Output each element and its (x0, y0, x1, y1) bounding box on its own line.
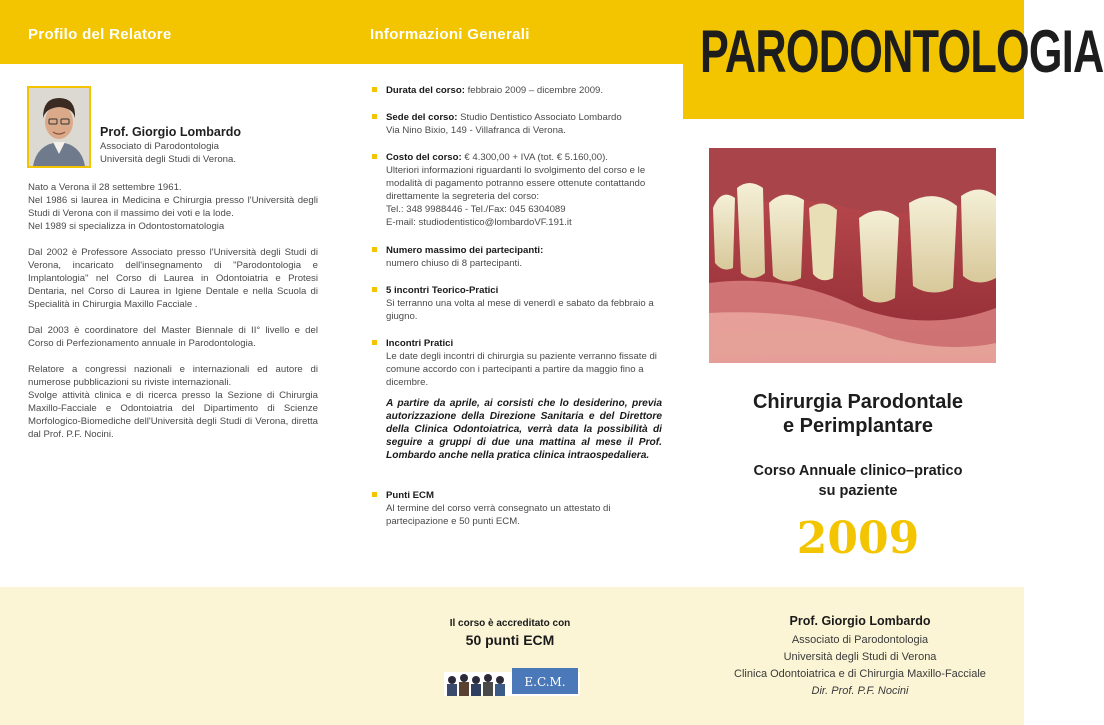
contact-email: E-mail: studiodentistico@lombardoVF.191.it (386, 217, 572, 228)
course-subtitle-line2: su paziente (818, 483, 898, 499)
bullet-icon (372, 287, 377, 292)
footer-line-2: Università degli Studi di Verona (783, 651, 937, 663)
bullet-icon (372, 154, 377, 159)
costo-value: € 4.300,00 + IVA (tot. € 5.160,00). (461, 152, 608, 163)
sede-label: Sede del corso: (386, 112, 458, 123)
course-year: 2009 (796, 513, 920, 564)
pratici-label: Incontri Pratici (386, 338, 454, 349)
durata-label: Durata del corso: (386, 85, 465, 96)
course-title-line2: e Perimplantare (782, 415, 934, 437)
footer-contact (700, 613, 1020, 700)
incontri-value: Si terranno una volta al mese di venerdì e sabato da febbraio a giugno. (386, 298, 654, 322)
section-header-info: Informazioni Generali (370, 26, 530, 43)
info-numero (372, 244, 662, 270)
numero-label: Numero massimo dei partecipanti: (386, 245, 544, 256)
bio-paragraph-1: Nato a Verona il 28 settembre 1961. Nel 1986 si laurea in Medicina e Chirurgia presso l'Università degli Studi di Verona con il massimo dei voti e la lode. Nel 1989 si specializza in Odontostomatologia (28, 182, 318, 232)
page-title: PARODONTOLOGIA (700, 18, 1104, 85)
ecm-label: Punti ECM (386, 490, 434, 501)
bullet-icon (372, 340, 377, 345)
speaker-affiliation (100, 140, 236, 166)
contact-phone: Tel.: 348 9988446 - Tel./Fax: 045 6304089 (386, 204, 566, 215)
footer-line-4: Dir. Prof. P.F. Nocini (811, 685, 909, 697)
speaker-role: Associato di Parodontologia (100, 141, 219, 152)
ecm-logo (444, 662, 580, 696)
accreditation-points: 50 punti ECM (465, 632, 555, 648)
bio-paragraph-2: Dal 2002 è Professore Associato presso l'Università degli Studi di Verona, incaricato dell'insegnamento di "Parodontologia e Implantologia" nel Corso di Laurea in Odontoiatria e Protesi Dentaria, nel Corso di Laurea in Igiene Dentale e nella Scuola di Specialità in Chirurgia Maxillo Facciale . (28, 247, 318, 310)
teeth-photo (709, 148, 996, 363)
incontri-label: 5 incontri Teorico-Pratici (386, 285, 499, 296)
footer-name: Prof. Giorgio Lombardo (789, 614, 931, 628)
info-incontri (372, 284, 662, 323)
bio-paragraph-3: Dal 2003 è coordinatore del Master Biennale di II° livello e del Corso di Perfezionamento annuale in Parodontologia. (28, 325, 318, 349)
bullet-icon (372, 492, 377, 497)
bullet-icon (372, 87, 377, 92)
speaker-university: Università degli Studi di Verona. (100, 154, 236, 165)
durata-value: febbraio 2009 – dicembre 2009. (464, 85, 604, 96)
highlight-note: A partire da aprile, ai corsisti che lo desiderino, previa autorizzazione della Direzione Sanitaria e del Direttore della Clinica Odontoiatrica, verrà data la possibilità di seguire a gruppi di due una mattina al mese il Prof. Lombardo anche nella pratica clinica intraospedaliera. (386, 398, 662, 461)
costo-label: Costo del corso: (386, 152, 462, 163)
info-sede (372, 111, 662, 137)
course-title-line1: Chirurgia Parodontale (752, 391, 964, 413)
footer-line-1: Associato di Parodontologia (791, 634, 929, 646)
numero-value: numero chiuso di 8 partecipanti. (386, 258, 522, 269)
info-durata (372, 84, 662, 97)
pratici-value: Le date degli incontri di chirurgia su paziente verranno fissate di comune accordo con i partecipanti a partire da maggio fino a dicembre. (386, 351, 657, 388)
info-ecm (372, 489, 662, 528)
info-costo (372, 151, 662, 229)
sede-value: Studio Dentistico Associato Lombardo (457, 112, 622, 123)
ecm-value: Al termine del corso verrà consegnato un attestato di partecipazione e 50 punti ECM. (386, 503, 611, 527)
info-pratici (372, 337, 662, 389)
costo-text: Ulteriori informazioni riguardanti lo svolgimento del corso e le modalità di pagamento potranno essere ottenute contattando direttamente la segreteria del corso: (386, 165, 646, 202)
sede-address: Via Nino Bixio, 149 - Villafranca di Verona. (386, 125, 566, 136)
accreditation-text: Il corso è accreditato con (449, 618, 571, 629)
course-title (700, 390, 1016, 438)
speaker-photo (27, 86, 91, 168)
bio-paragraph-4: Relatore a congressi nazionali e internazionali ed autore di numerose pubblicazioni su riviste internazionali. Svolge attività clinica e di ricerca presso la Sezione di Chirurgia Maxillo-Facciale e Odontoiatria del Dipartimento di Scienze Morfologico-Biomediche dell'Università degli Studi di Verona, diretta dal Prof. P.F. Nocini. (28, 364, 318, 440)
course-subtitle-line1: Corso Annuale clinico–pratico (753, 463, 963, 479)
bullet-icon (372, 247, 377, 252)
course-subtitle (700, 461, 1016, 501)
speaker-name: Prof. Giorgio Lombardo (100, 125, 241, 139)
ecm-logo-text: E.C.M. (524, 675, 566, 689)
accreditation-block (410, 618, 610, 648)
section-header-profilo: Profilo del Relatore (28, 26, 172, 43)
footer-line-3: Clinica Odontoiatrica e di Chirurgia Maxillo-Facciale (734, 668, 986, 680)
bullet-icon (372, 114, 377, 119)
